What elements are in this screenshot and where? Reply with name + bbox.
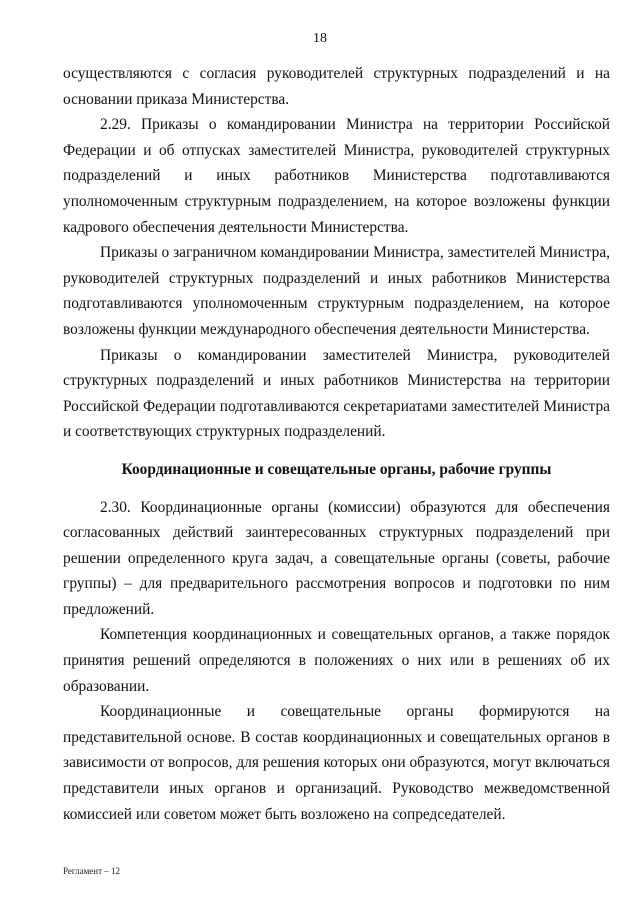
paragraph-deputy-trips: Приказы о командировании заместителей Министра, руководителей структурных подразделений и иных работников Министерства на территории Российской Федерации подготавливаются секретариатами заместителей Министра и соответствующих структурных подразделений. bbox=[63, 346, 610, 441]
section-heading: Координационные и совещательные органы, рабочие группы bbox=[121, 460, 552, 478]
paragraph-competence: Компетенция координационных и совещательных органов, а также порядок принятия решений определяются в положениях о них или в решениях об их образовании. bbox=[63, 626, 610, 695]
paragraph-2-29: 2.29. Приказы о командировании Министра на территории Российской Федерации и об отпусках заместителей Министра, руководителей структурных подразделений и иных работников Министерства подготавливаются уполномоченным структурным подразделением, на которое возложены функции кадрового обеспечения деятельности Министерства. bbox=[63, 116, 610, 236]
paragraph-foreign-trips: Приказы о заграничном командировании Министра, заместителей Министра, руководителей структурных подразделений и иных работников Министерства подготавливаются уполномоченным структурным подразделением, на которое возложены функции международного обеспечения деятельности Министерства. bbox=[63, 244, 610, 338]
page-footer: Регламент – 12 bbox=[63, 866, 121, 876]
paragraph-2-30: 2.30. Координационные органы (комиссии) образуются для обеспечения согласованных действий заинтересованных структурных подразделений при решении определенного круга задач, а совещательные органы (советы, рабочие группы) – для предварительного рассмотрения вопросов и подготовки по ним предложений. bbox=[63, 498, 610, 618]
paragraph-continuation: осуществляются с согласия руководителей структурных подразделений и на основании приказа Министерства. bbox=[63, 65, 610, 108]
page-number: 18 bbox=[313, 31, 327, 46]
document-body bbox=[63, 61, 610, 827]
paragraph-composition: Координационные и совещательные органы формируются на представительной основе. В состав координационных и совещательных органов в зависимости от вопросов, для решения которых они образуются, могут включаться представители иных органов и организаций. Руководство межведомственной комиссией или советом может быть возложено на сопредседателей. bbox=[63, 703, 610, 823]
